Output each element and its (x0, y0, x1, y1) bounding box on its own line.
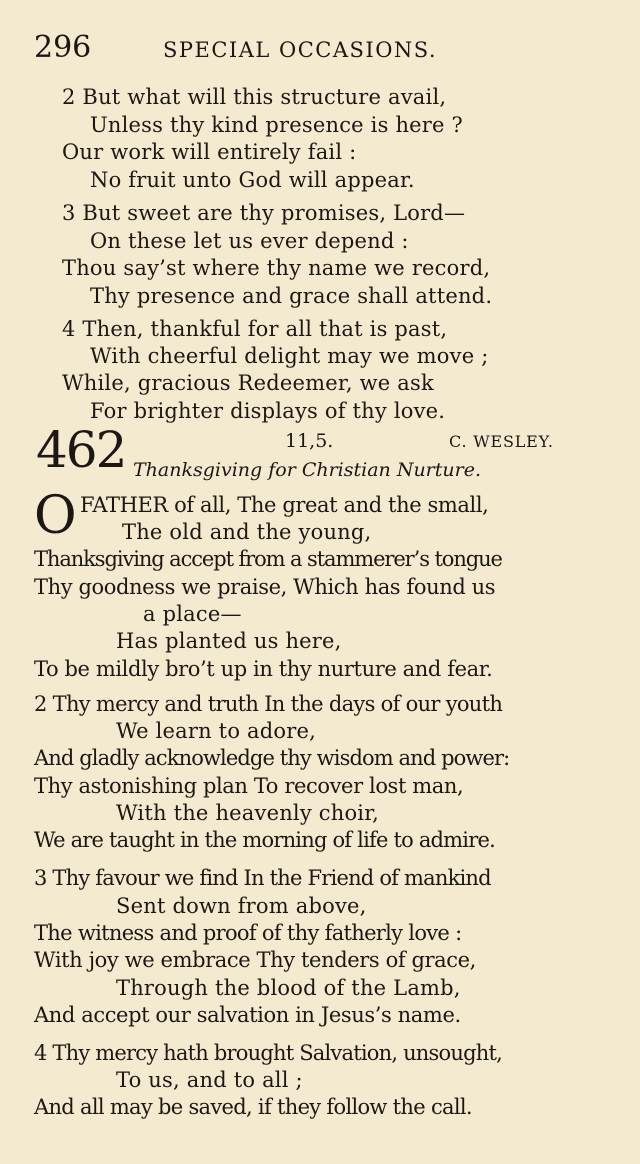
verse-line: 2 Thy mercy and truth In the days of our youth (34, 692, 503, 716)
hymn-subtitle: Thanksgiving for Christian Nurture. (133, 459, 482, 481)
verse-line: The old and the young, (122, 520, 372, 544)
verse-line: No fruit unto God will appear. (90, 168, 415, 192)
verse-line: Through the blood of the Lamb, (116, 976, 461, 1000)
hymn-number: 462 (36, 421, 126, 479)
verse-line: Thanksgiving accept from a stammerer’s tongue (34, 547, 502, 571)
verse-line: Our work will entirely fail : (62, 140, 357, 164)
verse-line: With joy we embrace Thy tenders of grace, (34, 948, 476, 972)
drop-cap: O (34, 486, 77, 546)
verse-line: 4 Thy mercy hath brought Salvation, unsought, (34, 1041, 502, 1065)
verse-line: To be mildly bro’t up in thy nurture and fear. (34, 657, 493, 681)
verse-line: And gladly acknowledge thy wisdom and power: (34, 746, 510, 770)
verse-line: Thou say’st where thy name we record, (62, 256, 491, 280)
verse-line: For brighter displays of thy love. (90, 399, 446, 423)
verse-line: 2 But what will this structure avail, (62, 85, 447, 109)
verse-line: On these let us ever depend : (90, 229, 409, 253)
verse-line: a place— (143, 602, 242, 626)
verse-line: With cheerful delight may we move ; (90, 344, 489, 368)
verse-line: Thy astonishing plan To recover lost man, (34, 774, 464, 798)
verse-line: We learn to adore, (116, 719, 316, 743)
verse-line: 3 But sweet are thy promises, Lord— (62, 201, 466, 225)
verse-line: 3 Thy favour we find In the Friend of mankind (34, 866, 491, 890)
verse-line: And all may be saved, if they follow the call. (34, 1095, 472, 1119)
verse-line: Thy goodness we praise, Which has found us (34, 575, 496, 599)
section-title: SPECIAL OCCASIONS. (163, 38, 438, 62)
hymn-author: C. WESLEY. (449, 432, 554, 451)
verse-line: We are taught in the morning of life to admire. (34, 828, 495, 852)
verse-line: Sent down from above, (116, 894, 367, 918)
hymn-meter: 11,5. (285, 430, 334, 452)
verse-line: While, gracious Redeemer, we ask (62, 371, 434, 395)
verse-line: Has planted us here, (116, 629, 342, 653)
verse-line: 4 Then, thankful for all that is past, (62, 317, 448, 341)
verse-line: To us, and to all ; (116, 1068, 303, 1092)
verse-line: With the heavenly choir, (116, 801, 380, 825)
verse-line: Unless thy kind presence is here ? (90, 113, 464, 137)
verse-line: The witness and proof of thy fatherly love : (34, 921, 462, 945)
page-number: 296 (34, 30, 92, 65)
verse-line: And accept our salvation in Jesus’s name. (34, 1003, 461, 1027)
verse-line: FATHER of all, The great and the small, (80, 493, 489, 517)
verse-line: Thy presence and grace shall attend. (90, 284, 493, 308)
